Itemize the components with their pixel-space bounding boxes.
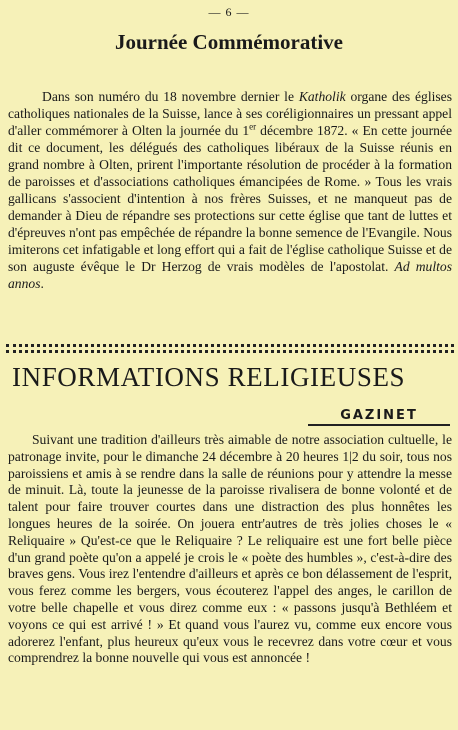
superscript-text: er	[249, 121, 257, 132]
article-signature: GAZINET	[308, 408, 450, 426]
text-segment: organe des églises catholiques nationales de la Suisse, lance à ses coréligionnaires un pressant appel d'aller commémorer à Olten la journée du 1	[8, 89, 452, 138]
text-segment: .	[40, 276, 44, 291]
article-text	[8, 89, 452, 291]
page-number: — 6 —	[208, 5, 250, 19]
article-body-journee-commemorative	[8, 88, 452, 292]
italic-text-segment: Ad multos annos	[8, 259, 452, 291]
section-divider-bottom	[6, 350, 454, 353]
text-segment: décembre 1872. « En cette journée dit ce document, les délégués des catholiques libéraux de la Suisse réunis en grand nombre à Olten, prirent l'importante résolution de procéder à la formation de paroisses et d'associations catholiques émancipées de Rome. » Tous les vrais gallicans s'associent d'intention à nos frères Suisses, et ne manqueut pas de demander à Dieu de répandre ses protections sur cette église que tant de luttes et d'épreuves n'ont pas empêchée de répandre la bonne semence de l'Evangile. Nous imiterons cet infatigable et long effort qui a fait de l'église catholique Suisse et de son auguste évêque le Dr Herzog de vrais modèles de l'apostolat.	[8, 123, 452, 274]
section-divider-top	[6, 344, 454, 347]
text-segment: Dans son numéro du 18 novembre dernier le	[42, 89, 299, 104]
article-body-gazinet	[8, 432, 452, 667]
italic-text-segment: Katholik	[298, 89, 346, 104]
article-title-journee-commemorative: Journée Commémorative	[114, 30, 343, 54]
article-text: Suivant une tradition d'ailleurs très aimable de notre association cultuelle, le patronage invite, pour le dimanche 24 décembre à 20 heures 1|2 du soir, tous nos paroissiens et amis à se rendre dans la salle de réunions pour y attendre la messe de minuit. Là, toute la jeunesse de la paroisse rivalisera de bonne volonté et de talent pour faire trouver courtes dans une distraction des plus honnêtes les longues heures de la soirée. On jouera entr'autres de très jolies choses le « Reliquaire » Qu'est-ce que le Reliquaire ? Le reliquaire est une fort belle pièce d'un grand poète qu'on a appelé je crois le « poète des humbles », c'est-à-dire des braves gens. Vous irez l'entendre d'ailleurs et après ce bon délassement de l'esprit, vous ferez comme les bergers, vous écouterez l'appel des anges, le carillon de votre belle chapelle et vous direz comme eux : « passons jusqu'à Bethléem et voyons ce qui est arrivé ! » Et quand vous l'aurez vu, comme eux encore vous adorerez l'enfant, plus heureux qu'eux vous le recevrez dans votre cœur et vous comprendrez la bonne nouvelle qui vous est annoncée !	[8, 432, 452, 666]
section-heading-informations-religieuses: INFORMATIONS RELIGIEUSES	[12, 362, 406, 392]
